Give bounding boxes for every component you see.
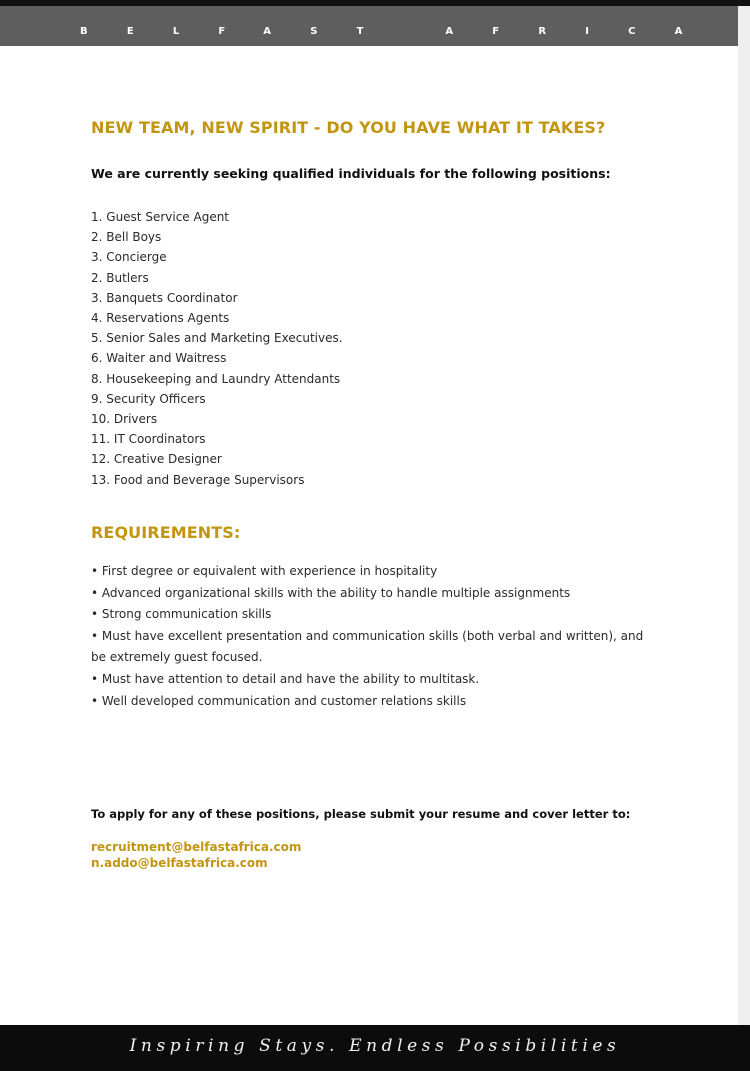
footer-tagline: Inspiring Stays. Endless Possibilities: [129, 1036, 621, 1056]
position-item: 11. IT Coordinators: [91, 432, 206, 447]
position-item: 6. Waiter and Waitress: [91, 351, 227, 366]
apply-instructions: To apply for any of these positions, please submit your resume and cover letter to:: [91, 807, 631, 821]
requirement-item: • Must have attention to detail and have the ability to multitask.: [91, 671, 480, 686]
position-item: 13. Food and Beverage Supervisors: [91, 472, 305, 487]
page-headline: NEW TEAM, NEW SPIRIT - DO YOU HAVE WHAT IT TAKES?: [91, 118, 606, 137]
position-item: 3. Concierge: [91, 250, 167, 265]
requirement-item: • First degree or equivalent with experience in hospitality: [91, 564, 438, 578]
position-item: 9. Security Officers: [91, 391, 206, 406]
position-item: 5. Senior Sales and Marketing Executives.: [91, 331, 343, 346]
addo-email-link[interactable]: n.addo@belfastafrica.com: [91, 856, 268, 870]
requirement-item: • Well developed communication and customer relations skills: [91, 693, 467, 708]
header-bar: [0, 6, 738, 46]
intro-text: We are currently seeking qualified individuals for the following positions:: [91, 166, 611, 181]
position-item: 4. Reservations Agents: [91, 311, 230, 326]
position-item: 2. Butlers: [91, 270, 149, 285]
position-item: 12. Creative Designer: [91, 452, 222, 467]
page-edge: [738, 6, 750, 1025]
requirements-list: [91, 561, 651, 712]
position-item: 1. Guest Service Agent: [91, 210, 230, 224]
requirements-heading: REQUIREMENTS:: [91, 523, 241, 542]
recruitment-email-link[interactable]: recruitment@belfastafrica.com: [91, 840, 302, 854]
requirement-item: • Advanced organizational skills with the ability to handle multiple assignments: [91, 585, 571, 600]
position-item: 8. Housekeeping and Laundry Attendants: [91, 371, 341, 386]
requirement-item: • Must have excellent presentation and communication skills (both verbal and written), and be extremely guest focused.: [91, 628, 644, 665]
position-item: 10. Drivers: [91, 412, 158, 427]
brand-title: BELFAST AFRICA: [80, 26, 722, 37]
position-item: 2. Bell Boys: [91, 230, 162, 245]
positions-list: [91, 207, 343, 490]
position-item: 3. Banquets Coordinator: [91, 290, 238, 305]
requirement-item: • Strong communication skills: [91, 607, 272, 622]
contact-emails: [91, 839, 301, 871]
